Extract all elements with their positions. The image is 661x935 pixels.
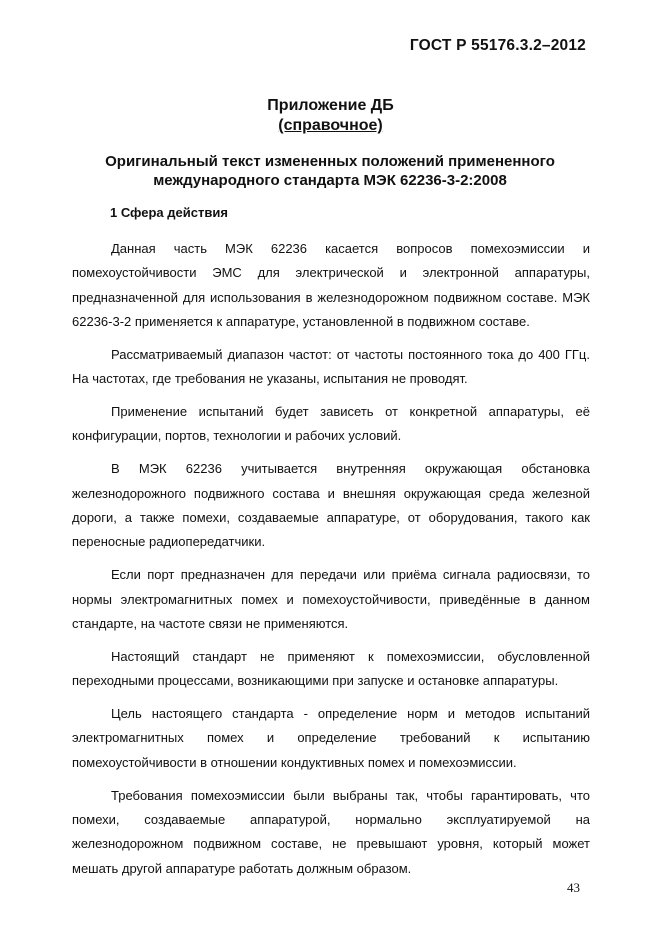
- paragraph: Цель настоящего стандарта - определение норм и методов испытаний электромагнитных помех и определение требований к испытанию помехоустойчивости в отношении кондуктивных помех и помехоэмиссии.: [72, 706, 590, 770]
- paragraph: Применение испытаний будет зависеть от конкретной аппаратуры, её конфигурации, портов, технологии и рабочих условий.: [72, 404, 590, 444]
- appendix-title: Приложение ДБ: [267, 97, 394, 114]
- page-number: 43: [567, 880, 580, 895]
- appendix-subtitle: (справочное): [278, 117, 383, 134]
- standard-header: ГОСТ Р 55176.3.2–2012: [409, 37, 586, 54]
- paragraph: Если порт предназначен для передачи или приёма сигнала радиосвязи, то нормы электромагнитных помех и помехоустойчивости, приведённые в данном стандарте, на частоте связи не применяются.: [72, 567, 590, 631]
- body-text: [72, 237, 590, 890]
- paragraph: В МЭК 62236 учитывается внутренняя окружающая обстановка железнодорожного подвижного состава и внешняя окружающая среда железной дороги, а также помехи, создаваемые аппаратуре, от оборудования, такого как переносные радиопередатчики.: [72, 461, 590, 550]
- paragraph: Данная часть МЭК 62236 касается вопросов помехоэмиссии и помехоустойчивости ЭМС для электрической и электронной аппаратуры, предназначенной для использования в железнодорожном подвижном составе. МЭК 62236-3-2 применяется к аппаратуре, установленной в подвижном составе.: [72, 241, 590, 329]
- document-title: Оригинальный текст измененных положений примененного международного стандарта МЭК 62236-3-2:2008: [105, 153, 555, 189]
- paragraph: Рассматриваемый диапазон частот: от частоты постоянного тока до 400 ГГц. На частотах, где требования не указаны, испытания не проводят.: [72, 346, 590, 387]
- section-heading: 1 Сфера действия: [110, 205, 228, 220]
- paragraph: Настоящий стандарт не применяют к помехоэмиссии, обусловленной переходными процессами, возникающими при запуске и остановке аппаратуры.: [72, 648, 590, 689]
- paragraph: Требования помехоэмиссии были выбраны так, чтобы гарантировать, что помехи, создаваемые аппаратурой, нормально эксплуатируемой на железнодорожном подвижном составе, не превышают уровня, который может мешать другой аппаратуре работать должным образом.: [72, 787, 590, 876]
